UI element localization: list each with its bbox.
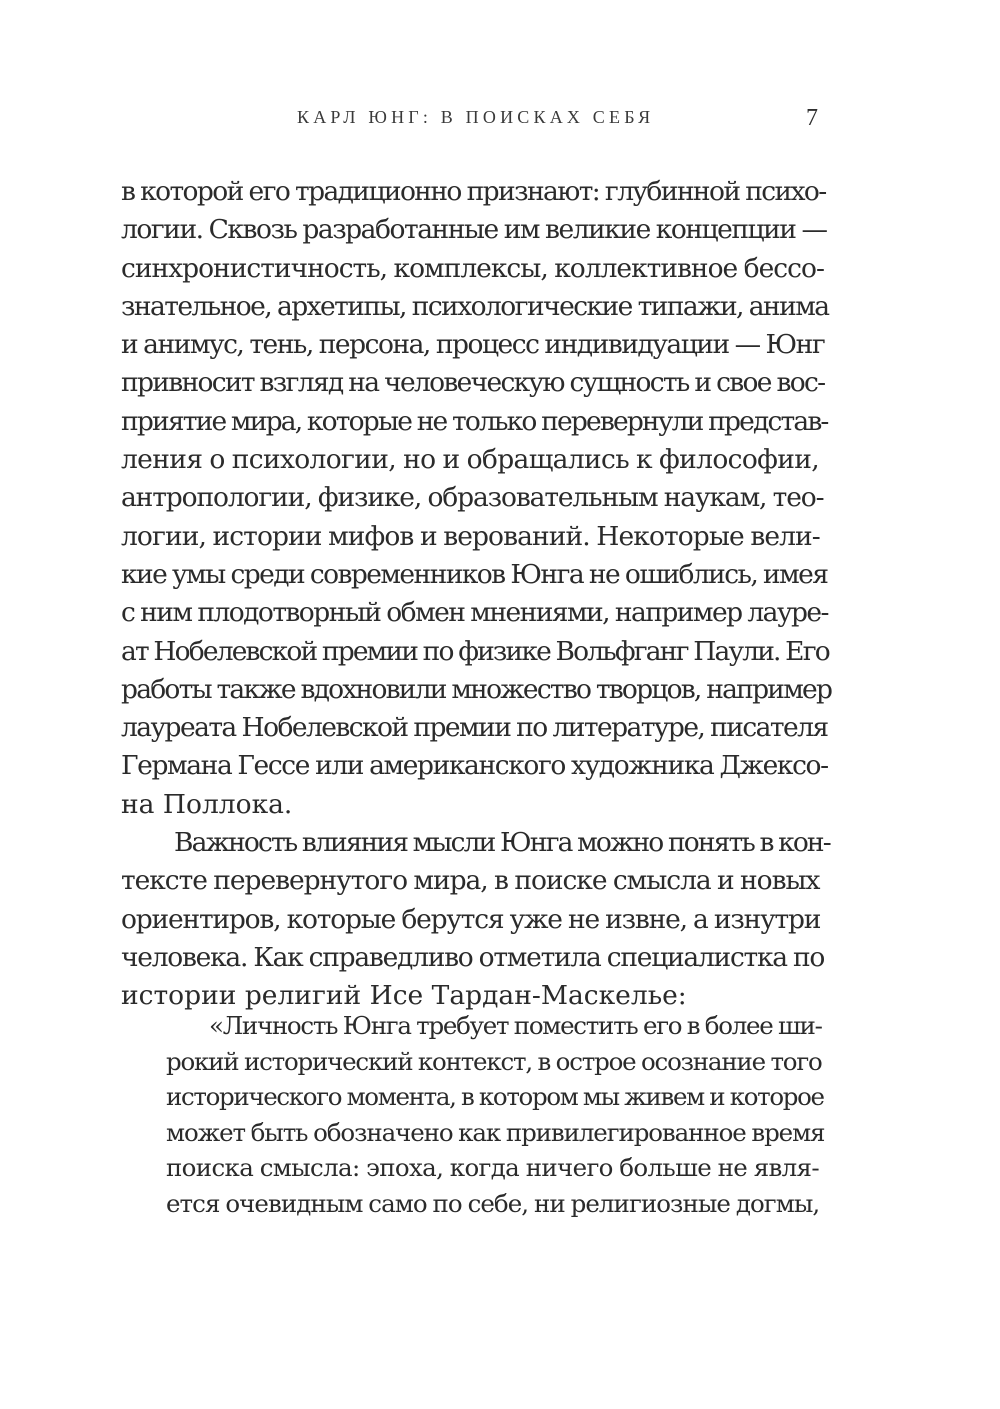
text-line: логии, истории мифов и верований. Некоторые вели- [121, 520, 820, 552]
text-line: работы также вдохновили множество творцов, например [121, 673, 832, 705]
quote-line: ется очевидным само по себе, ни религиозные догмы, [166, 1188, 820, 1218]
text-line: Важность влияния мысли Юнга можно понять в кон- [174, 827, 830, 859]
running-header-title: КАРЛ ЮНГ: В ПОИСКАХ СЕБЯ [297, 107, 655, 127]
text-line: приятие мира, которые не только перевернули представ- [121, 405, 828, 437]
text-line: лауреата Нобелевской премии по литературе, писателя [121, 712, 828, 744]
quote-line: может быть обозначено как привилегированное время [166, 1117, 825, 1147]
text-line: ат Нобелевской премии по физике Вольфганг Паули. Его [121, 635, 829, 667]
text-line: истории религий Исе Тардан-Маскелье: [121, 980, 687, 1012]
text-line: тексте перевернутого мира, в поиске смысла и новых [121, 865, 820, 897]
quote-line: поиска смысла: эпоха, когда ничего больше не явля- [166, 1153, 819, 1182]
main-text [121, 173, 832, 1016]
text-line: в которой его традиционно признают: глубинной психо- [121, 176, 826, 207]
text-line: привносит взгляд на человеческую сущность и свое вос- [121, 367, 825, 399]
quote-line: исторического момента, в котором мы живем и которое [166, 1082, 824, 1111]
quote-line: «Личность Юнга требует поместить его в более ши- [209, 1011, 822, 1040]
text-line: знательное, архетипы, психологические типажи, анима [121, 290, 829, 322]
text-line: ления о психологии, но и обращались к философии, [121, 444, 819, 476]
text-line: синхронистичность, комплексы, коллективное бессо- [121, 252, 824, 284]
quote-line: рокий исторический контекст, в острое осознание того [166, 1046, 822, 1076]
block-quote [166, 1008, 825, 1221]
text-line: и анимус, тень, персона, процесс индивидуации — Юнг [121, 329, 825, 361]
text-line: на Поллока. [121, 788, 293, 820]
paragraph-2 [121, 824, 830, 1015]
paragraph-1 [121, 173, 832, 824]
text-line: Германа Гессе или американского художника Джексо- [121, 750, 828, 782]
text-line: ориентиров, которые берутся уже не извне, а изнутри [121, 903, 821, 935]
text-line: логии. Сквозь разработанные им великие концепции — [121, 214, 827, 246]
text-line: с ним плодотворный обмен мнениями, например лауре- [121, 597, 828, 629]
text-line: человека. Как справедливо отметила специалистка по [121, 941, 825, 973]
text-line: антропологии, физике, образовательным наукам, тео- [121, 482, 824, 514]
page-number: 7 [806, 105, 818, 131]
text-line: кие умы среди современников Юнга не ошиблись, имея [121, 558, 828, 590]
